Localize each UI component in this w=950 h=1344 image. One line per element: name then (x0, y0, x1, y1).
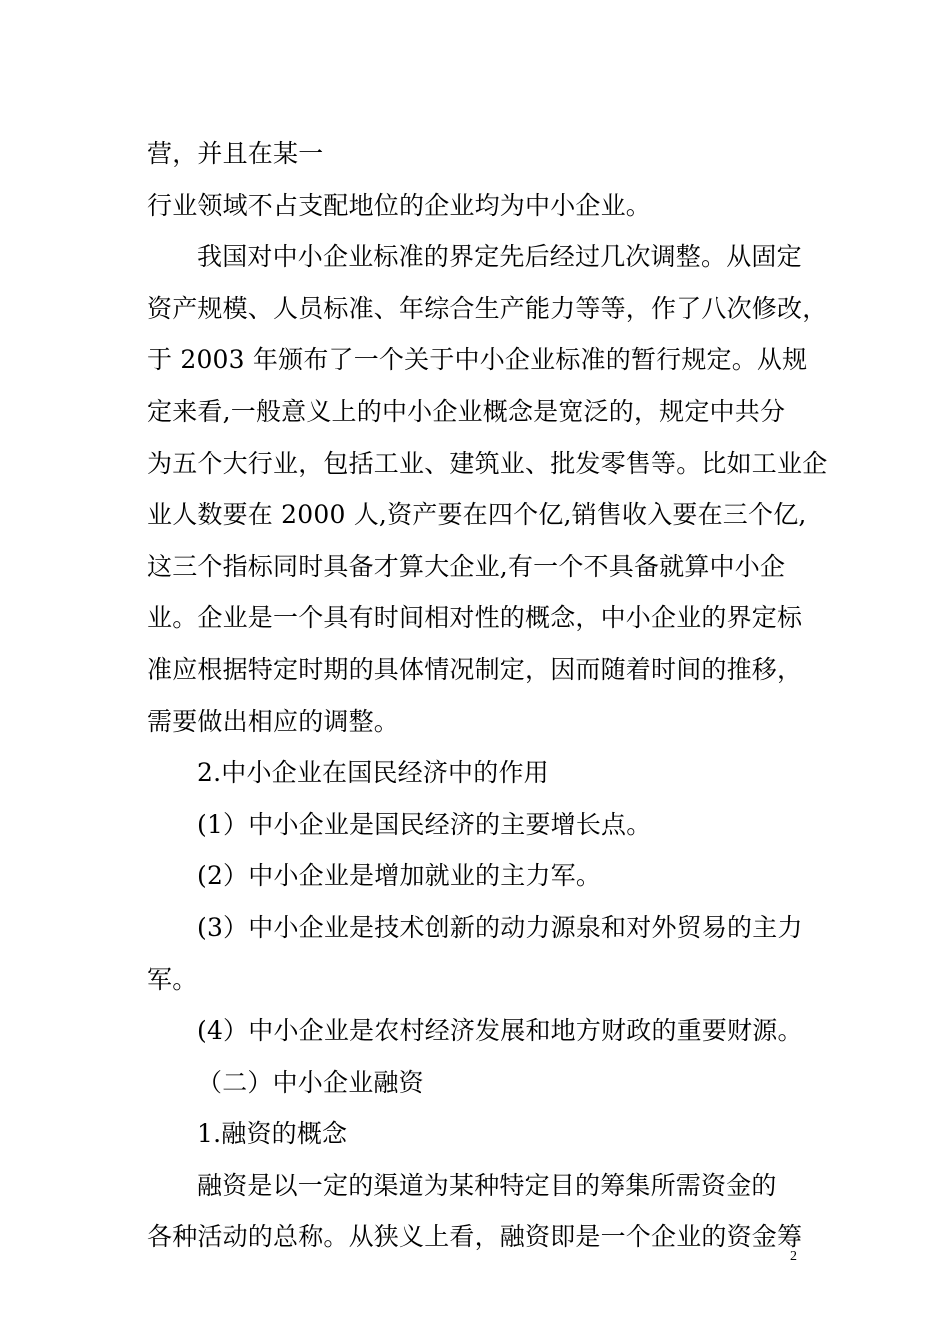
body-text (147, 128, 828, 1263)
text-line: 营，并且在某一 (147, 139, 324, 168)
text-line: 于 2003 年颁布了一个关于中小企业标准的暂行规定。从规 (147, 345, 808, 375)
text-line: （二）中小企业融资 (197, 1067, 424, 1097)
text-line: (1）中小企业是国民经济的主要增长点。 (197, 809, 652, 839)
text-line: 资产规模、人员标准、年综合生产能力等等，作了八次修改， (147, 293, 828, 323)
text-line: (3）中小企业是技术创新的动力源泉和对外贸易的主力 (197, 912, 803, 942)
text-line: 军。 (147, 964, 198, 994)
text-line: 准应根据特定时期的具体情况制定，因而随着时间的推移， (147, 654, 803, 684)
text-line: 1.融资的概念 (197, 1119, 348, 1149)
text-line: 业人数要在 2000 人,资产要在四个亿,销售收入要在三个亿, (147, 500, 807, 530)
text-line: 行业领域不占支配地位的企业均为中小企业。 (147, 190, 652, 220)
text-line: 为五个大行业，包括工业、建筑业、批发零售等。比如工业企 (147, 448, 828, 478)
text-line: 各种活动的总称。从狭义上看，融资即是一个企业的资金筹 (147, 1222, 803, 1252)
text-line: 定来看,一般意义上的中小企业概念是宽泛的，规定中共分 (147, 396, 786, 426)
page-number: 2 (790, 1249, 797, 1264)
text-line: 这三个指标同时具备才算大企业,有一个不具备就算中小企 (147, 551, 786, 581)
text-line: 业。企业是一个具有时间相对性的概念，中小企业的界定标 (147, 603, 803, 633)
text-line: 需要做出相应的调整。 (147, 706, 400, 736)
text-line: (4）中小企业是农村经济发展和地方财政的重要财源。 (197, 1016, 803, 1046)
text-line: 融资是以一定的渠道为某种特定目的筹集所需资金的 (197, 1170, 777, 1200)
text-line: 2.中小企业在国民经济中的作用 (197, 758, 549, 788)
text-line: 我国对中小企业标准的界定先后经过几次调整。从固定 (197, 242, 802, 272)
text-line: (2）中小企业是增加就业的主力军。 (197, 861, 602, 891)
